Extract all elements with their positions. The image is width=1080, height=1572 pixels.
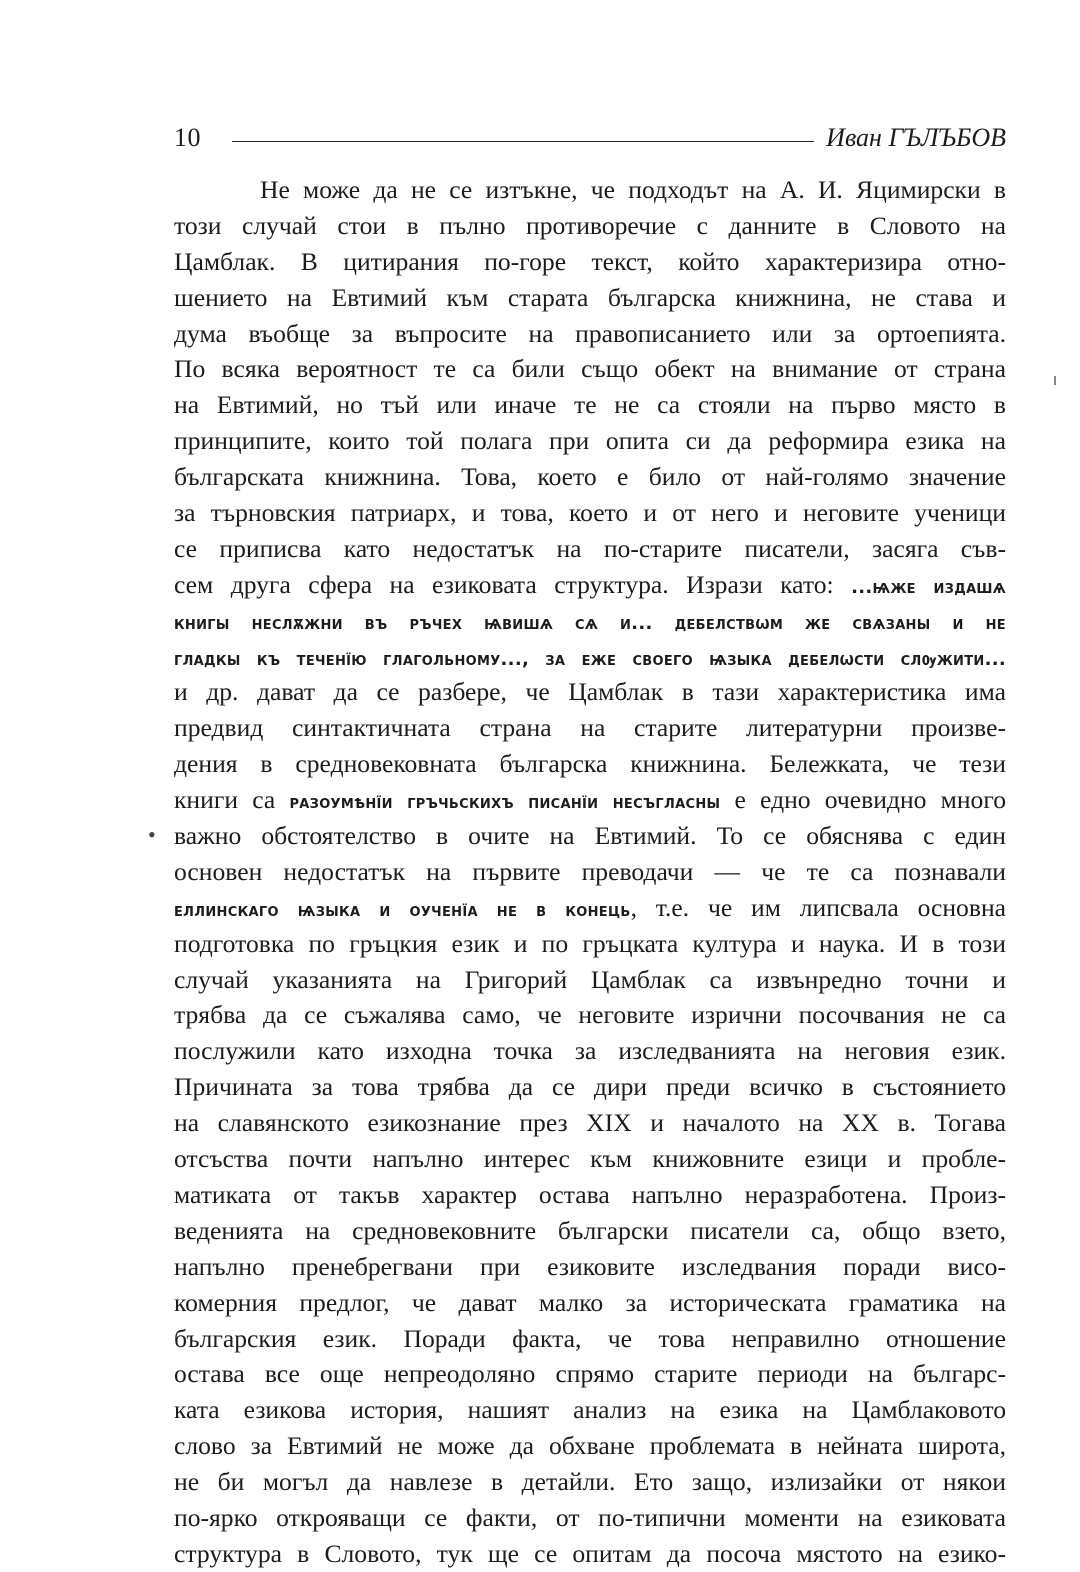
text-line: веденията на средновековните български писатели са, общо взето, [174,1215,1006,1245]
text-line: шението на Евтимий към старата българска книжнина, не става и [174,282,1006,312]
text-line: послужили като изходна точка за изследванията на неговия език. [174,1036,1006,1066]
body-paragraph [174,172,1006,1572]
running-title: Иван ГЪЛЪБОВ [826,123,1006,152]
text-line: напълно пренебрегвани при езиковите изследвания поради висо- [174,1251,1006,1281]
text-line: българската книжнина. Това, което е било от най-голямо значение [174,462,1006,492]
text-line: сем друга сфера на езиковата структура. Изрази като: ...ѩже издашѧ [174,569,1006,599]
text-line: на славянското езикознание през XIX и началото на XX в. Тогава [174,1108,1006,1138]
text-line: матиката от такъв характер остава напълно неразработена. Произ- [174,1179,1006,1209]
text-line: еллинскаго ѩзыка и оученїа не в конець, т.е. че им липсвала основна [174,892,1006,922]
church-slavonic-quote: гладкы къ теченїю глагольному..., за еже своего ѩзыка дебелѡсти слѹжити... [174,648,1006,670]
text-line: важно обстоятелство в очите на Евтимий. То се обяснява с един [174,821,1006,851]
header-rule [232,141,814,142]
text-line: Цамблак. В цитирания по-горе текст, който характеризира отно- [174,246,1006,276]
text-line: По всяка вероятност те са били също обект на внимание от страна [174,354,1006,384]
text-line: отсъства почти напълно интерес към книжовните езици и пробле- [174,1144,1006,1174]
text-line: остава все още непреодоляно спрямо старите периоди на българс- [174,1359,1006,1389]
text-line: комерния предлог, че дават малко за историческата граматика на [174,1287,1006,1317]
running-header [174,118,1006,158]
text-line: Не може да не се изтъкне, че подходът на А. И. Яцимирски в [260,175,1006,204]
text-line: на Евтимий, но тъй или иначе те не са стояли на първо място в [174,390,1006,420]
church-slavonic-quote: книгы неслѫжни въ ръчех ѩвишѧ сѧ и... дебелствѡм же свѧзаны и не [174,612,1006,634]
text-line: дения в средновековната българска книжнина. Бележката, че тези [174,749,1006,779]
text-line: по-ярко открояващи се факти, от по-типични моменти на езиковата [174,1502,1006,1532]
text-line: случай указанията на Григорий Цамблак са извънредно точни и [174,964,1006,994]
text-line: ката езикова история, нашият анализ на езика на Цамблаковото [174,1395,1006,1425]
church-slavonic-quote: разоумѣнїи гръчьскихъ писанїи несъгласны [289,792,721,814]
text-line: предвид синтактичната страна на старите литературни произве- [174,713,1006,743]
margin-bullet-mark: • [148,822,156,847]
text-line [174,603,1006,639]
text-line: българския език. Поради факта, че това неправилно отношение [174,1323,1006,1353]
text-line: трябва да се съжалява само, че неговите изрични посочвания не са [174,1000,1006,1030]
text-line: подготовка по гръцкия език и по гръцката култура и наука. И в този [174,928,1006,958]
page-number: 10 [174,123,201,152]
text-line: слово за Евтимий не може да обхване проблемата в нейната широта, [174,1431,1006,1461]
text-line: основен недостатък на първите преводачи — че те са познавали [174,856,1006,886]
text-line: този случай стои в пълно противоречие с данните в Словото на [174,210,1006,240]
text-line: и др. дават да се разбере, че Цамблак в тази характеристика има [174,677,1006,707]
text-line: принципите, които той полага при опита си да реформира езика на [174,426,1006,456]
text-line: структура в Словото, тук ще се опитам да посоча мястото на езико- [174,1538,1006,1568]
text-line: Причината за това трябва да се дири преди всичко в състоянието [174,1072,1006,1102]
text-line [174,639,1006,675]
church-slavonic-quote: ...ѩже издашѧ [851,576,1006,598]
text-line: не би могъл да навлезе в детайли. Ето защо, излизайки от някои [174,1467,1006,1497]
church-slavonic-quote: еллинскаго ѩзыка и оученїа не в конець [174,899,631,921]
text-line: книги са разоумѣнїи гръчьскихъ писанїи несъгласны е едно очевидно много [174,785,1007,815]
text-line: за търновския патриарх, и това, което и от него и неговите ученици [174,498,1006,528]
text-line: се приписва като недостатък на по-старите писатели, засяга съв- [174,533,1006,563]
text-line: дума въобще за въпросите на правописанието или за ортоепията. [174,318,1006,348]
margin-tick-mark [1054,376,1056,385]
